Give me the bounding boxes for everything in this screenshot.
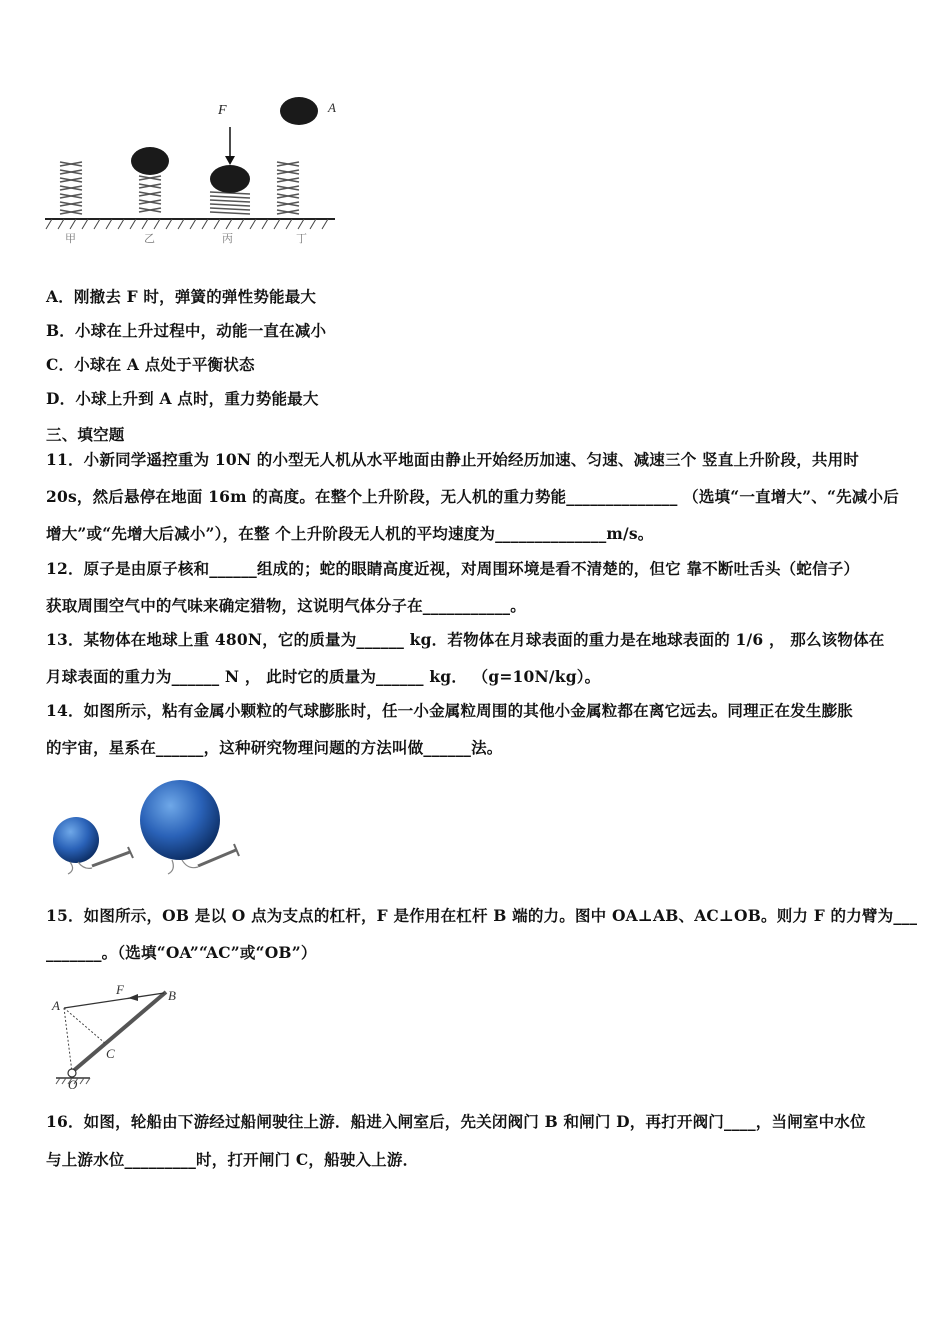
label-c: C: [106, 1046, 115, 1061]
lever-ob: [72, 992, 166, 1072]
dashed-oa: [64, 1008, 72, 1072]
q16-line1: 16．如图，轮船由下游经过船闸驶往上游．船进入闸室后，先关闭阀门 B 和闸门 D，再打开阀门____，当闸室中水位: [46, 1112, 866, 1131]
q12-line2: 获取周围空气中的气味来确定猎物，这说明气体分子在___________。: [46, 596, 526, 615]
large-pump: [198, 850, 236, 866]
label-o: O: [68, 1077, 78, 1090]
large-balloon-tie: [168, 860, 198, 874]
force-f-arrowhead: [128, 994, 138, 1001]
label-b: B: [168, 988, 176, 1003]
option-c: C．小球在 A 点处于平衡状态: [46, 355, 255, 374]
q11-line1: 11．小新同学遥控重为 10N 的小型无人机从水平地面由静止开始经历加速、匀速、减速三个 竖直上升阶段，共用时: [46, 450, 859, 469]
lever-figure: [48, 978, 188, 1090]
ball-ding: [280, 97, 318, 125]
spring-jia: [60, 162, 82, 214]
q11-line3: 增大”或“先增大后减小”），在整 个上升阶段无人机的平均速度为______________m/s。: [46, 524, 654, 543]
large-balloon: [140, 780, 220, 860]
force-label: F: [218, 103, 227, 118]
q12-line1: 12．原子是由原子核和______组成的；蛇的眼睛高度近视，对周围环境是看不清楚的，但它 靠不断吐舌头（蛇信子）: [46, 559, 860, 578]
ground-hatch: [46, 219, 328, 229]
point-a-label: A: [328, 100, 336, 115]
option-b: B．小球在上升过程中，动能一直在减小: [46, 321, 327, 340]
ball-bing: [210, 165, 250, 193]
spring-bing: [210, 192, 250, 214]
label-a: A: [52, 998, 60, 1013]
option-d: D．小球上升到 A 点时，重力势能最大: [46, 389, 319, 408]
q13-line2: 月球表面的重力为______ N ， 此时它的质量为______ kg． （g=10N/kg）。: [46, 667, 601, 686]
label-f: F: [116, 982, 124, 997]
balloons-figure: [48, 770, 253, 880]
small-pump: [92, 852, 130, 866]
pivot-o: [68, 1069, 76, 1077]
force-arrow-head: [225, 156, 235, 165]
ground-label-bing: 丙: [222, 232, 233, 245]
small-balloon-tie: [68, 862, 92, 874]
spring-yi: [139, 176, 161, 212]
dashed-ac: [64, 1008, 106, 1044]
small-balloon: [53, 817, 99, 863]
q14-line2: 的宇宙，星系在______，这种研究物理问题的方法叫做______法。: [46, 738, 503, 757]
q14-line1: 14．如图所示，粘有金属小颗粒的气球膨胀时，任一小金属粒周围的其他小金属粒都在离它远去。同理正在发生膨胀: [46, 701, 853, 720]
spring-ding: [277, 162, 299, 214]
ground-label-yi: 乙: [144, 232, 155, 245]
q15-line2: _______。（选填“OA”“AC”或“OB”）: [46, 943, 317, 962]
q11-line2: 20s，然后悬停在地面 16m 的高度。在整个上升阶段，无人机的重力势能______________ （选填“一直增大”、“先减小后: [46, 487, 899, 506]
q15-line1: 15．如图所示，OB 是以 O 点为支点的杠杆，F 是作用在杠杆 B 端的力。图中 OA⊥AB、AC⊥OB。则力 F 的力臂为___: [46, 906, 918, 925]
springs-figure: [40, 92, 360, 247]
option-a: A．刚撤去 F 时，弹簧的弹性势能最大: [46, 287, 317, 306]
ball-yi: [131, 147, 169, 175]
ground-label-jia: 甲: [65, 232, 76, 245]
section-title: 三、填空题: [46, 425, 125, 444]
q13-line1: 13．某物体在地球上重 480N，它的质量为______ kg．若物体在月球表面的重力是在地球表面的 1/6 ， 那么该物体在: [46, 630, 885, 649]
ground-label-ding: 丁: [296, 232, 307, 245]
q16-line2: 与上游水位_________时，打开闸门 C，船驶入上游．: [46, 1150, 419, 1169]
